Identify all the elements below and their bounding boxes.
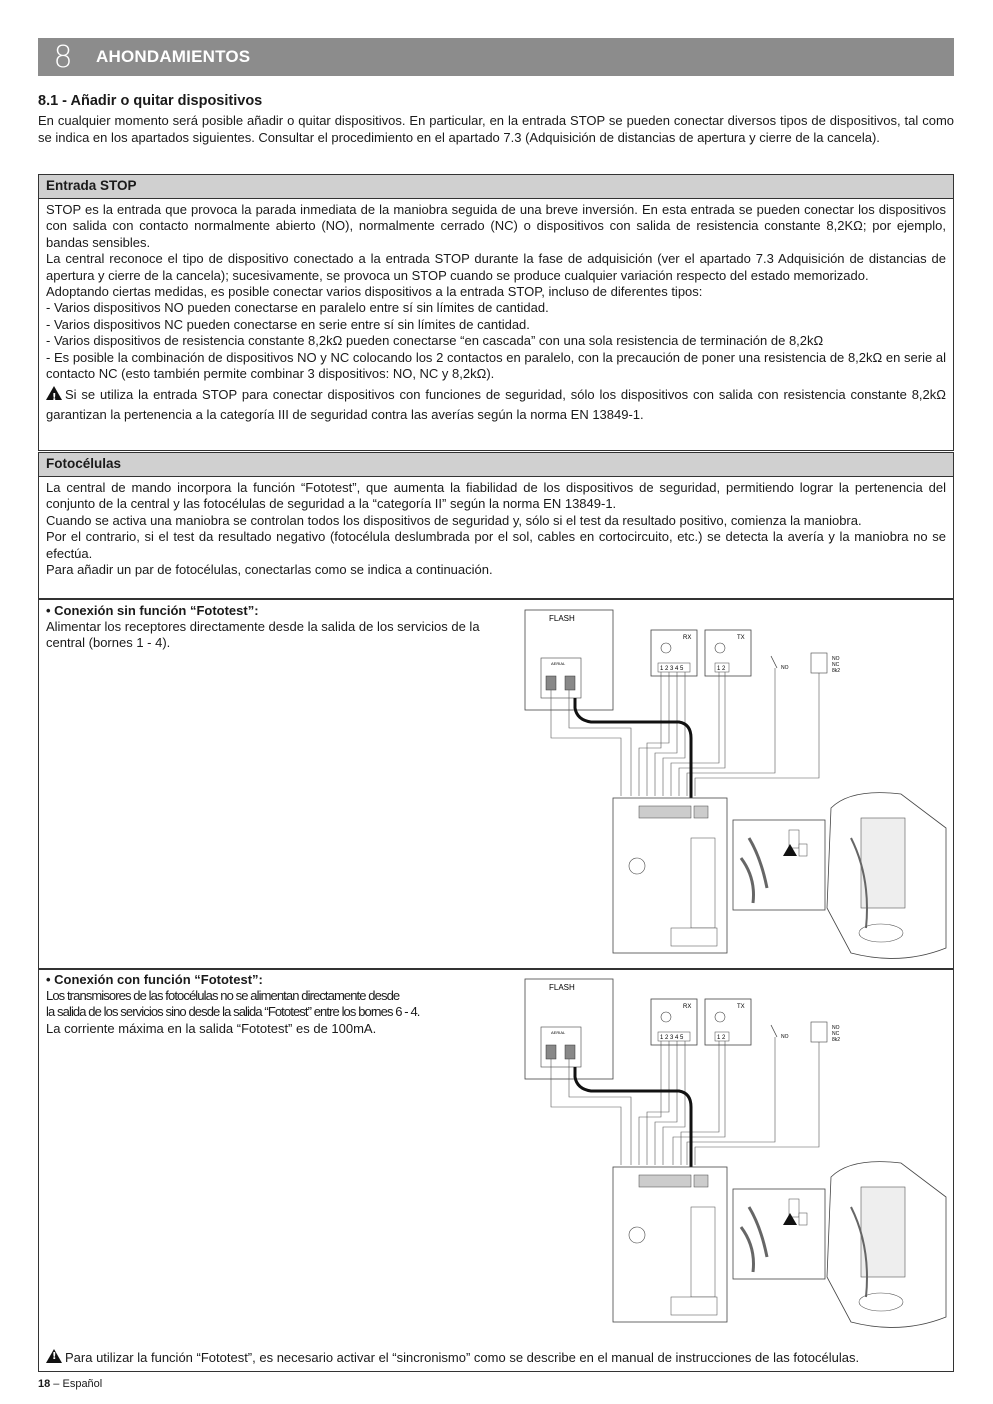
section-title: 8.1 - Añadir o quitar dispositivos (38, 93, 263, 109)
connection-1-title: • Conexión sin función “Fototest”: (46, 603, 259, 618)
8k2-label: 8k2 (832, 1037, 841, 1043)
photocells-box-body (39, 477, 953, 582)
connection-2-line: Los transmisores de las fotocélulas no se alimentan directamente desde (46, 988, 400, 1004)
aerial-cable (575, 698, 691, 798)
footer-separator: – (50, 1378, 63, 1390)
connection-1-text: Alimentar los receptores directamente desde la salida de los servicios de la central (bornes 1 - 4). (46, 619, 480, 651)
control-board (613, 1167, 727, 1322)
tx-terminals: 1 2 (717, 666, 726, 672)
connection-2-text-block (46, 972, 491, 1037)
stop-list-item: - Varios dispositivos NC pueden conectarse en serie entre sí sin límites de cantidad. (46, 316, 530, 332)
photocells-box-title: Fotocélulas (39, 452, 953, 477)
photocells-paragraph: Para añadir un par de fotocélulas, conectarlas como se indica a continuación. (46, 562, 493, 578)
flash-label: FLASH (549, 614, 575, 623)
rx-terminals: 1 2 3 4 5 (660, 1035, 684, 1041)
stop-input-box (38, 174, 954, 451)
nc-label: NC (832, 1031, 840, 1037)
section-intro: En cualquier momento será posible añadir o quitar dispositivos. En particular, en la entrada STOP se pueden conectar diversos tipos de dispositivos, tal como se indica en los apartados siguientes. Consultar el procedimiento en el apartado 7.3 (Adquisición de distancias de apertura y cierre de la cancela). (38, 113, 954, 145)
no-label: NO (832, 656, 840, 662)
stop-warning (46, 385, 946, 425)
rx-label: RX (683, 1004, 692, 1010)
connection-1-text-block (46, 603, 491, 652)
aerial-label: AERIAL (551, 661, 566, 666)
tx-terminals: 1 2 (717, 1035, 726, 1041)
photocells-paragraph: La central de mando incorpora la función “Fototest”, que aumenta la fiabilidad de los dispositivos de seguridad, permitiendo lograr la pertenencia del conjunto de la central y las fotocélulas de seguridad a la “categoría II” según la norma EN 13849-1. (46, 480, 946, 512)
connection-without-fototest (38, 599, 954, 970)
stop-warning-text: Si se utiliza la entrada STOP para conectar dispositivos con funciones de seguridad, sólo los dispositivos con salida con resistencia constante 8,2kΩ garantizan la pertenencia a la categoría III de seguridad contra las averías según la norma EN 13849-1. (46, 387, 946, 423)
wiring-diagram-2 (521, 977, 949, 1335)
rx-label: RX (683, 635, 692, 641)
stop-contacts (771, 1022, 840, 1043)
transmitter-tx (705, 630, 751, 676)
flash-label: FLASH (549, 983, 575, 992)
8k2-label: 8k2 (832, 668, 841, 674)
receiver-rx (651, 999, 697, 1045)
warning-icon (46, 1349, 62, 1363)
tx-label: TX (737, 1004, 745, 1010)
footer-language: Español (62, 1378, 103, 1390)
transmitter-tx (705, 999, 751, 1045)
motor-housing (827, 793, 946, 959)
connection-2-line: La corriente máxima en la salida “Fototest” es de 100mA. (46, 1020, 377, 1036)
aerial-cable (575, 1067, 691, 1167)
photocells-box (38, 452, 954, 599)
stop-paragraph: Adoptando ciertas medidas, es posible conectar varios dispositivos a la entrada STOP, incluso de diferentes tipos: (46, 284, 703, 300)
connection-with-fototest (38, 968, 954, 1372)
fototest-warning (46, 1349, 859, 1365)
no-contact-label: NO (781, 1034, 789, 1040)
receiver-rx (651, 630, 697, 676)
page-number: 18 (38, 1378, 51, 1390)
stop-list-item: - Varios dispositivos NO pueden conectarse en paralelo entre sí sin límites de cantidad. (46, 300, 549, 316)
page-footer (38, 1378, 102, 1390)
nc-label: NC (832, 662, 840, 668)
stop-contacts (771, 653, 840, 674)
aerial-label: AERIAL (551, 1030, 566, 1035)
connection-2-line: la salida de los servicios sino desde la salida “Fototest” entre los bornes 6 - 4. (46, 1004, 420, 1020)
photocells-paragraph: Por el contrario, si el test da resultado negativo (fotocélula deslumbrada por el sol, cables en cortocircuito, etc.) se detecta la avería y la maniobra no se efectúa. (46, 529, 946, 561)
control-board (613, 798, 727, 953)
stop-box-body (39, 199, 953, 429)
stop-paragraph: STOP es la entrada que provoca la parada inmediata de la maniobra seguida de una breve inversión. En esta entrada se pueden conectar los dispositivos con salida con contacto normalmente abierto (NO), normalmente cerrado (NC) o dispositivos con salida de resistencia constante 8,2KΩ; por ejemplo, bandas sensibles. (46, 202, 946, 250)
terminal-detail (733, 820, 825, 910)
stop-paragraph: La central reconoce el tipo de dispositivo conectado a la entrada STOP durante la fase de adquisición (ver el apartado 7.3 Adquisición de distancias de apertura y cierre de la cancela); sucesivamente, se provoca un STOP cuando se produce cualquier variación respecto del estado memorizado. (46, 251, 946, 283)
terminal-detail (733, 1189, 825, 1279)
wiring-diagram-1 (521, 608, 949, 966)
tx-label: TX (737, 635, 745, 641)
no-label: NO (832, 1025, 840, 1031)
photocells-paragraph: Cuando se activa una maniobra se controlan todos los dispositivos de seguridad y, sólo si el test da resultado positivo, comienza la maniobra. (46, 512, 862, 528)
stop-list-item: - Varios dispositivos de resistencia constante 8,2kΩ pueden conectarse “en cascada” con una sola resistencia de terminación de 8,2kΩ (46, 333, 824, 349)
chapter-number: 8 (53, 39, 73, 75)
no-contact-label: NO (781, 665, 789, 671)
stop-list-item: - Es posible la combinación de dispositivos NO y NC colocando los 2 contactos en paralelo, con la precaución de poner una resistencia de 8,2kΩ en serie al contacto NC (esto también permite combinar 3 dispositivos: NO, NC y 8,2kΩ). (46, 349, 946, 382)
warning-icon (46, 386, 62, 400)
rx-terminals: 1 2 3 4 5 (660, 666, 684, 672)
stop-box-title: Entrada STOP (39, 175, 953, 199)
motor-housing (827, 1162, 946, 1328)
connection-2-title: • Conexión con función “Fototest”: (46, 972, 263, 987)
fototest-warning-text: Para utilizar la función “Fototest”, es necesario activar el “sincronismo” como se describe en el manual de instrucciones de las fotocélulas. (65, 1350, 860, 1365)
chapter-header (38, 38, 954, 76)
chapter-title: AHONDAMIENTOS (96, 47, 251, 66)
